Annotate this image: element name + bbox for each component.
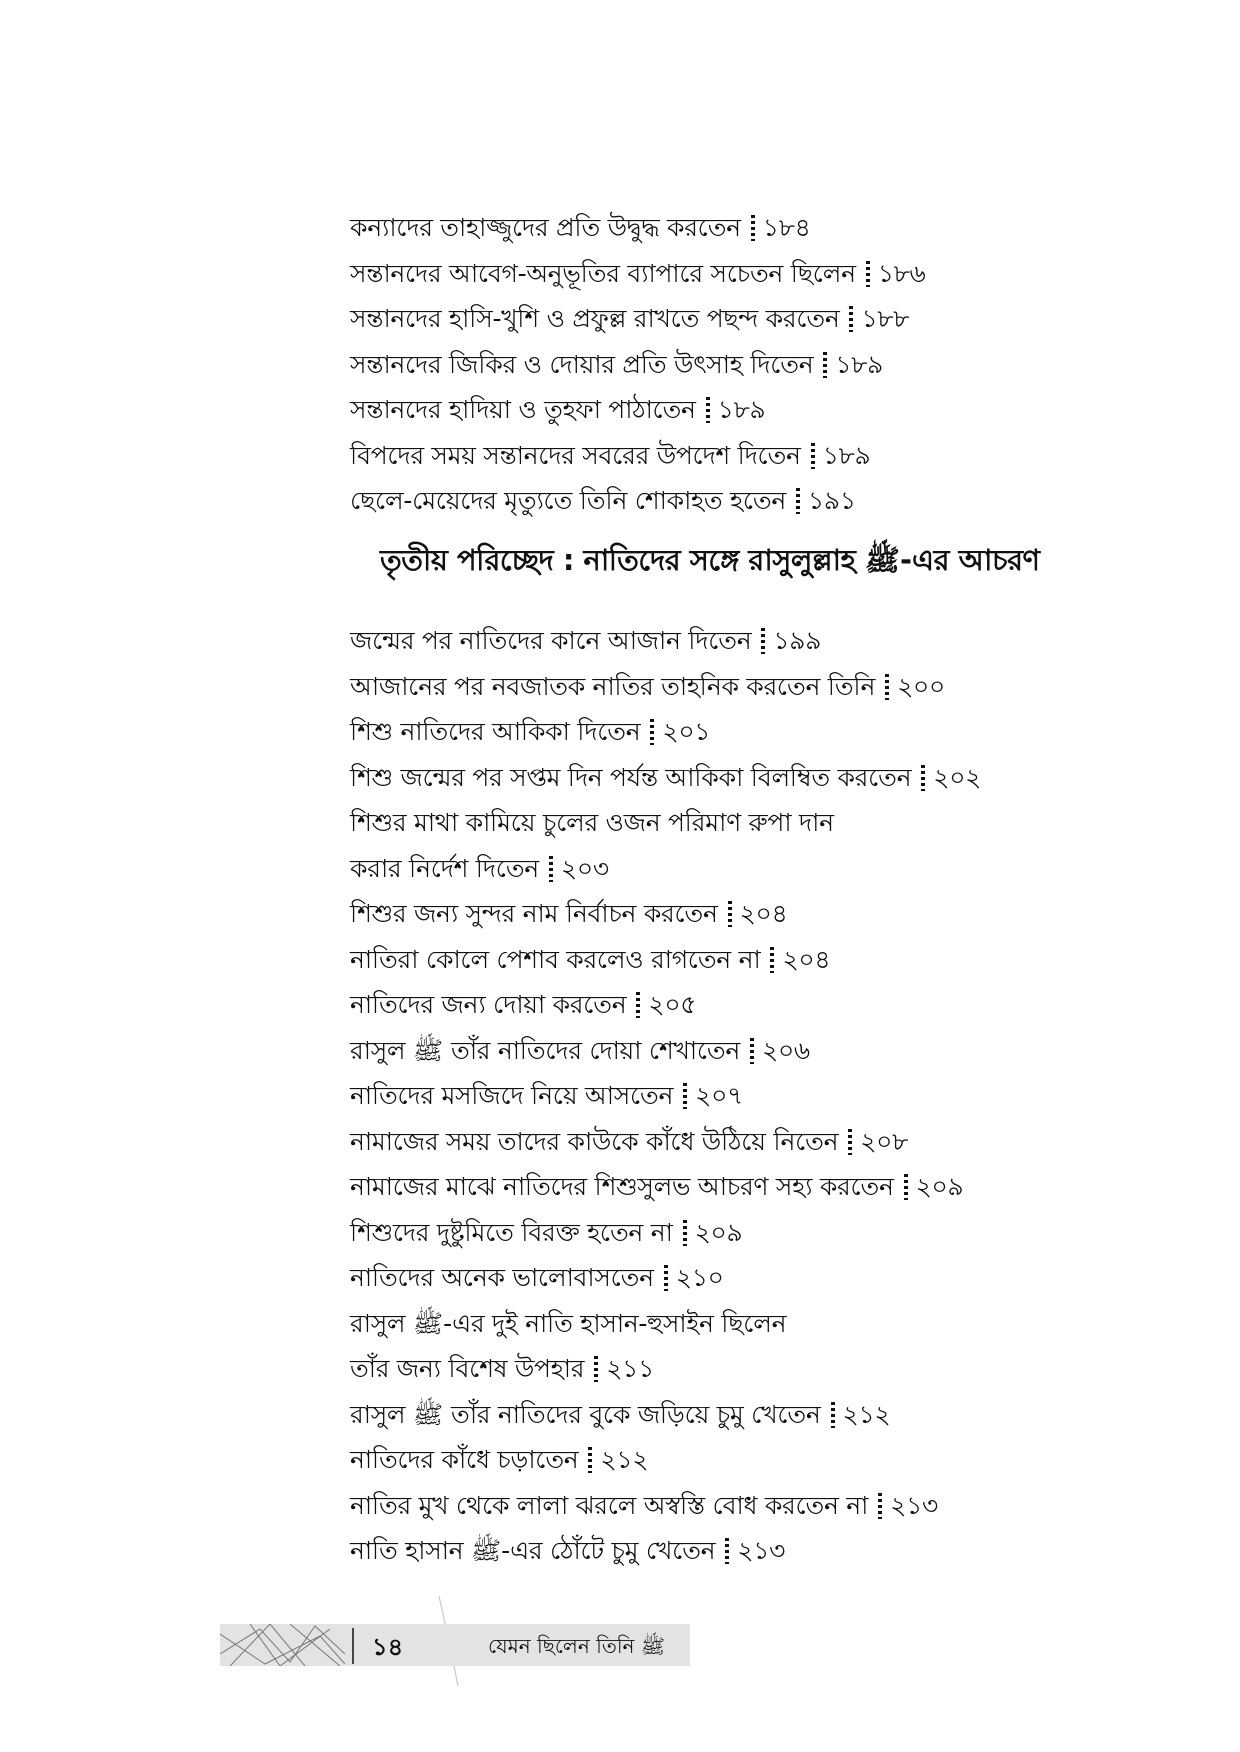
toc-entry-title: করার নির্দেশ দিতেন bbox=[350, 853, 539, 883]
toc-entry bbox=[350, 387, 1070, 433]
toc-entry-page: ২০৪ bbox=[739, 899, 788, 928]
toc-entry-page: ১৮৯ bbox=[822, 440, 871, 470]
footer-divider bbox=[352, 1628, 354, 1664]
toc-entry bbox=[350, 846, 1110, 892]
toc-entry-page: ২০৬ bbox=[762, 1035, 810, 1065]
toc-entry-page: ১৯১ bbox=[807, 486, 856, 515]
toc-entry-title: নাতিদের কাঁধে চড়াতেন bbox=[350, 1445, 579, 1474]
toc-entry bbox=[350, 664, 1110, 710]
toc-entry-title: সন্তানদের হাসি-খুশি ও প্রফুল্ল রাখতে পছন্দ করতেন bbox=[350, 304, 840, 333]
toc-entry-title: নাতিদের জন্য দোয়া করতেন bbox=[350, 990, 627, 1019]
book-title: যেমন ছিলেন তিনি ﷺ bbox=[488, 1634, 666, 1658]
dotted-separator-icon bbox=[761, 628, 765, 654]
toc-section-1 bbox=[350, 205, 1070, 524]
toc-entry-page: ২১২ bbox=[600, 1445, 649, 1474]
toc-entry-title: শিশুদের দুষ্টুমিতে বিরক্ত হতেন না bbox=[350, 1217, 673, 1247]
toc-entry bbox=[350, 1210, 1110, 1256]
toc-entry-page: ২০৩ bbox=[560, 853, 609, 883]
toc-entry bbox=[350, 251, 1070, 297]
toc-entry-title: সন্তানদের জিকির ও দোয়ার প্রতি উৎসাহ দিতেন bbox=[350, 349, 814, 379]
toc-entry-page: ১৮৬ bbox=[877, 258, 926, 288]
toc-entry-title: শিশু জন্মের পর সপ্তম দিন পর্যন্ত আকিকা বিলম্বিত করতেন bbox=[350, 762, 912, 792]
toc-entry bbox=[350, 1483, 1110, 1529]
dotted-separator-icon bbox=[594, 1356, 598, 1382]
dotted-separator-icon bbox=[750, 1038, 754, 1064]
dotted-separator-icon bbox=[878, 1493, 882, 1519]
dotted-separator-icon bbox=[751, 215, 755, 241]
dotted-separator-icon bbox=[636, 992, 640, 1018]
toc-entry-page: ২১৩ bbox=[890, 1490, 938, 1520]
dotted-separator-icon bbox=[849, 306, 853, 332]
toc-entry-page: ২০৫ bbox=[648, 990, 697, 1019]
toc-entry bbox=[350, 296, 1070, 342]
toc-entry-page: ২১০ bbox=[675, 1263, 724, 1292]
toc-entry-page: ২০২ bbox=[933, 762, 982, 792]
toc-entry-page: ১৮৯ bbox=[835, 349, 884, 379]
toc-section-2 bbox=[350, 618, 1110, 1574]
dotted-separator-icon bbox=[706, 397, 710, 423]
toc-entry bbox=[350, 709, 1110, 755]
toc-entry bbox=[350, 433, 1070, 479]
toc-entry-page: ২১১ bbox=[606, 1354, 655, 1383]
dotted-separator-icon bbox=[650, 719, 654, 745]
toc-entry bbox=[350, 800, 1110, 846]
toc-entry-title: নামাজের মাঝে নাতিদের শিশুসুলভ আচরণ সহ্য করতেন bbox=[350, 1172, 894, 1201]
toc-entry-title: সন্তানদের আবেগ-অনুভূতির ব্যাপারে সচেতন ছিলেন bbox=[350, 258, 856, 288]
toc-entry-title: শিশু নাতিদের আকিকা দিতেন bbox=[350, 717, 641, 746]
dotted-separator-icon bbox=[664, 1265, 668, 1291]
toc-entry-title: ছেলে-মেয়েদের মৃত্যুতে তিনি শোকাহত হতেন bbox=[350, 486, 786, 515]
dotted-separator-icon bbox=[811, 443, 815, 469]
toc-entry-title: রাসুল ﷺ তাঁর নাতিদের দোয়া শেখাতেন bbox=[350, 1035, 741, 1065]
dotted-separator-icon bbox=[848, 1129, 852, 1155]
toc-entry-page: ২০১ bbox=[662, 717, 711, 746]
toc-entry-title: কন্যাদের তাহাজ্জুদের প্রতি উদ্বুদ্ধ করতেন bbox=[350, 213, 741, 242]
toc-entry bbox=[350, 1346, 1110, 1392]
toc-entry-title: নাতির মুখ থেকে লালা ঝরলে অস্বস্তি বোধ করতেন না bbox=[350, 1490, 869, 1520]
toc-entry-page: ১৮৯ bbox=[717, 395, 766, 424]
toc-entry bbox=[350, 1073, 1110, 1119]
toc-entry bbox=[350, 1119, 1110, 1165]
toc-entry bbox=[350, 1255, 1110, 1301]
toc-entry-title: সন্তানদের হাদিয়া ও তুহফা পাঠাতেন bbox=[350, 395, 696, 424]
toc-entry-title: শিশুর মাথা কামিয়ে চুলের ওজন পরিমাণ রুপা দান bbox=[350, 808, 834, 837]
dotted-separator-icon bbox=[683, 1083, 687, 1109]
toc-entry-page: ২১৩ bbox=[737, 1536, 786, 1565]
toc-entry-title: তাঁর জন্য বিশেষ উপহার bbox=[350, 1354, 585, 1383]
toc-entry-title: নাতিদের মসজিদে নিয়ে আসতেন bbox=[350, 1081, 674, 1110]
toc-entry-title: রাসুল ﷺ-এর দুই নাতি হাসান-হুসাইন ছিলেন bbox=[350, 1308, 787, 1338]
toc-entry bbox=[350, 1028, 1110, 1074]
dotted-separator-icon bbox=[831, 1402, 835, 1428]
toc-entry-page: ১৮৮ bbox=[861, 304, 910, 333]
toc-entry bbox=[350, 982, 1110, 1028]
dotted-separator-icon bbox=[725, 1538, 729, 1564]
toc-entry-title: শিশুর জন্য সুন্দর নাম নির্বাচন করতেন bbox=[350, 899, 718, 928]
toc-entry-title: রাসুল ﷺ তাঁর নাতিদের বুকে জড়িয়ে চুমু খেতেন bbox=[350, 1399, 821, 1429]
toc-entry bbox=[350, 891, 1110, 937]
toc-entry-page: ২১২ bbox=[842, 1399, 891, 1429]
toc-entry bbox=[350, 205, 1070, 251]
toc-entry-page: ১৯৯ bbox=[773, 626, 822, 655]
toc-entry-page: ২০০ bbox=[897, 671, 945, 701]
toc-entry bbox=[350, 1437, 1110, 1483]
toc-entry bbox=[350, 1301, 1110, 1347]
chapter-heading: তৃতীয় পরিচ্ছেদ : নাতিদের সঙ্গে রাসুলুল্লাহ ﷺ-এর আচরণ bbox=[380, 543, 1040, 577]
decorative-lines-icon bbox=[220, 1624, 345, 1666]
toc-entry-title: নাতি হাসান ﷺ-এর ঠোঁটে চুমু খেতেন bbox=[350, 1536, 716, 1565]
dotted-separator-icon bbox=[728, 901, 732, 927]
toc-entry bbox=[350, 618, 1110, 664]
toc-entry bbox=[350, 342, 1070, 388]
dotted-separator-icon bbox=[921, 765, 925, 791]
dotted-separator-icon bbox=[885, 674, 889, 700]
toc-entry-page: ২০৭ bbox=[695, 1081, 743, 1110]
toc-entry bbox=[350, 1392, 1110, 1438]
toc-entry-title: জন্মের পর নাতিদের কানে আজান দিতেন bbox=[350, 626, 752, 655]
toc-entry-title: আজানের পর নবজাতক নাতির তাহনিক করতেন তিনি bbox=[350, 671, 876, 701]
toc-entry bbox=[350, 937, 1110, 983]
dotted-separator-icon bbox=[823, 352, 827, 378]
toc-entry bbox=[350, 1164, 1110, 1210]
toc-entry-title: নাতিদের অনেক ভালোবাসতেন bbox=[350, 1263, 654, 1292]
toc-entry bbox=[350, 1528, 1110, 1574]
dotted-separator-icon bbox=[588, 1447, 592, 1473]
dotted-separator-icon bbox=[683, 1220, 687, 1246]
page-footer bbox=[220, 1624, 690, 1666]
toc-entry-page: ২০৯ bbox=[915, 1172, 964, 1201]
toc-entry bbox=[350, 755, 1110, 801]
dotted-separator-icon bbox=[796, 488, 800, 514]
toc-entry-title: বিপদের সময় সন্তানদের সবরের উপদেশ দিতেন bbox=[350, 440, 801, 470]
dotted-separator-icon bbox=[770, 947, 774, 973]
toc-entry-page: ২০৯ bbox=[694, 1217, 743, 1247]
page-number: ১৪ bbox=[372, 1633, 404, 1661]
toc-entry-page: ২০৮ bbox=[860, 1126, 909, 1156]
toc-entry-page: ২০৪ bbox=[782, 944, 831, 974]
dotted-separator-icon bbox=[549, 856, 553, 882]
toc-entry-title: নামাজের সময় তাদের কাউকে কাঁধে উঠিয়ে নিতেন bbox=[350, 1126, 839, 1156]
toc-entry-page: ১৮৪ bbox=[762, 213, 811, 242]
toc-entry bbox=[350, 478, 1070, 524]
dotted-separator-icon bbox=[904, 1174, 908, 1200]
dotted-separator-icon bbox=[866, 261, 870, 287]
toc-entry-title: নাতিরা কোলে পেশাব করলেও রাগতেন না bbox=[350, 944, 761, 974]
